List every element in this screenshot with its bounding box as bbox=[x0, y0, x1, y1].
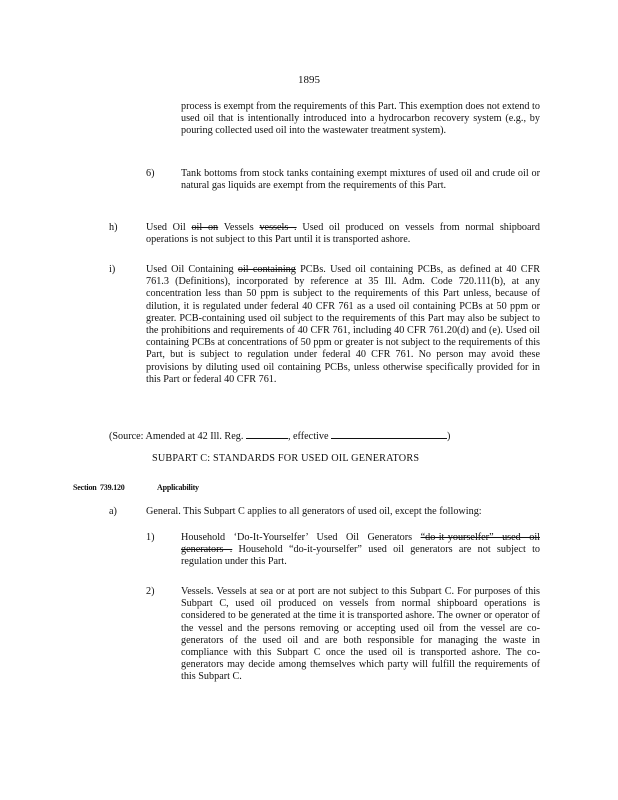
item-h-title-after: Vessels bbox=[223, 222, 254, 233]
item-h-label: h) bbox=[109, 222, 118, 233]
item-h-paragraph bbox=[146, 222, 540, 246]
item-i-text: Used oil containing PCBs, as defined at 40 CFR 761.3 (Definitions), incorporated by reference at 35 Ill. Adm. Code 720.111(b), at any concentration less than 50 ppm is subject to the requirements of this Part unless, because of dilution, it is regulated under federal 40 CFR 761 as a used oil containing PCBs at 50 ppm or greater. PCB-containing used oil subject to the requirements of this Part may also be subject to the prohibitions and requirements of 40 CFR 761, including 40 CFR 761.20(d) and (e). Used oil containing PCBs at concentrations of 50 ppm or greater is not subject to the requirements of this Part, but is subject to regulation under federal 40 CFR 761. No person may avoid these provisions by diluting used oil containing PCBs, unless otherwise specifically provided for in this Part or federal 40 CFR 761. bbox=[146, 264, 541, 385]
item-i-label: i) bbox=[109, 264, 116, 275]
item-h-title: Used Oil bbox=[146, 222, 186, 233]
source-blank-1 bbox=[246, 428, 288, 439]
item-a-label: a) bbox=[109, 506, 117, 517]
page-number: 1895 bbox=[298, 74, 320, 86]
item-a1-deleted: “do-it-yourselfer” used oil generators . bbox=[181, 532, 540, 556]
item-a2-label: 2) bbox=[146, 586, 155, 597]
section-label: Section bbox=[73, 483, 97, 492]
item-a-text: General. This Subpart C applies to all generators of used oil, except the following: bbox=[146, 506, 482, 517]
source-note bbox=[109, 428, 529, 443]
section-title: Applicability bbox=[157, 483, 199, 492]
source-middle: , effective bbox=[287, 431, 329, 442]
source-blank-2 bbox=[331, 428, 447, 439]
subpart-heading: SUBPART C: STANDARDS FOR USED OIL GENERATORS bbox=[152, 453, 420, 464]
item-h-deleted-1: oil on bbox=[191, 222, 219, 233]
item-i-paragraph bbox=[146, 264, 540, 386]
item-i-title: Used Oil Containing bbox=[146, 264, 234, 275]
source-suffix: ) bbox=[447, 431, 451, 442]
item-6-text: Tank bottoms from stock tanks containing exempt mixtures of used oil and crude oil or natural gas liquids are exempt from the requirements of this Part. bbox=[181, 168, 540, 192]
item-h-text: Used oil produced on vessels from normal shipboard operations is not subject to this Part until it is transported ashore. bbox=[146, 222, 541, 246]
item-i-deleted: oil containing bbox=[237, 264, 296, 275]
item-i-title-after: PCBs. bbox=[300, 264, 326, 275]
item-a1-label: 1) bbox=[146, 532, 155, 543]
item-a1-paragraph bbox=[181, 532, 540, 569]
item-a2-text: Vessels. Vessels at sea or at port are not subject to this Subpart C. For purposes of this Subpart C, used oil produced on vessels from normal shipboard operations is considered to be generated at the time it is transported ashore. The owner or operator of the vessel and the persons removing or accepting used oil from the vessel are co-generators of the used oil and are both responsible for managing the waste in compliance with this Subpart C once the used oil is transported ashore. The co-generators may decide among themselves which party will fulfill the requirements of this Subpart C. bbox=[181, 586, 540, 683]
item-a1-title: Household ‘Do-It-Yourselfer’ Used Oil Generators bbox=[181, 532, 413, 543]
section-number: 739.120 bbox=[100, 483, 125, 492]
continuation-paragraph: process is exempt from the requirements of this Part. This exemption does not extend to used oil that is intentionally introduced into a hydrocarbon recovery system (e.g., by pouring collected used oil into the wastewater treatment system). bbox=[181, 101, 540, 137]
item-6-label: 6) bbox=[146, 168, 155, 179]
item-a1-text: Household “do-it-yourselfer” used oil generators are not subject to regulation under this Part. bbox=[181, 544, 540, 568]
item-h-deleted-2: vessels . bbox=[259, 222, 297, 233]
source-prefix: (Source: Amended at 42 Ill. Reg. bbox=[109, 431, 244, 442]
